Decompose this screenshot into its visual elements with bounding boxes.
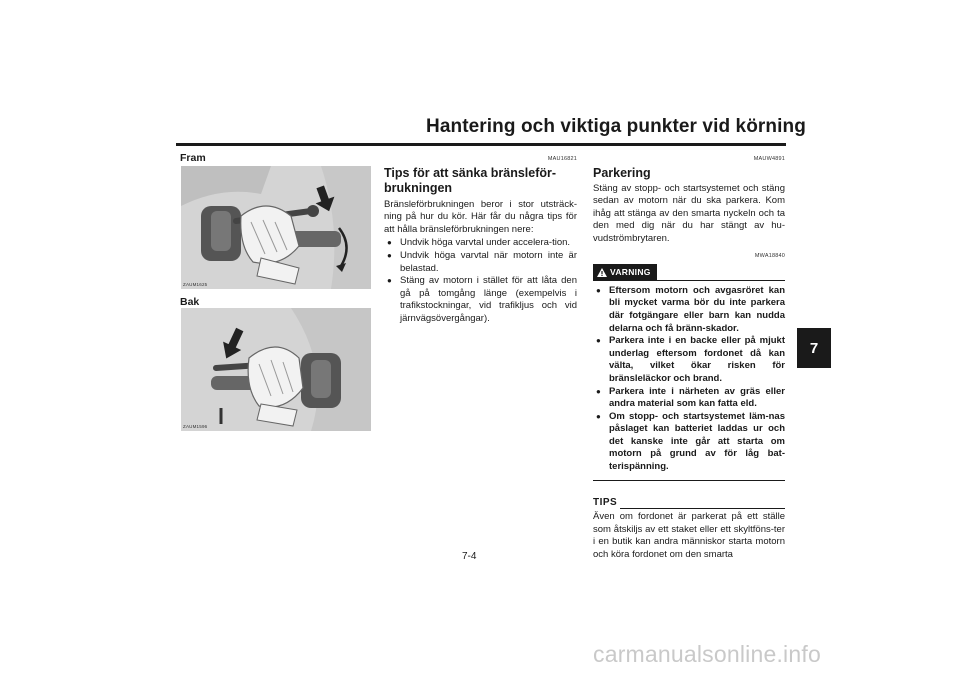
page-header-title: Hantering och viktiga punkter vid körning: [426, 116, 806, 137]
watermark: carmanualsonline.info: [593, 641, 821, 667]
rear-image-code: ZAUM1596: [183, 424, 208, 429]
fuel-tips-section: [384, 153, 577, 326]
fuel-tips-heading: Tips för att sänka bränsleför-brukningen: [384, 165, 557, 195]
header-rule: [176, 143, 786, 146]
warning-item: ● Eftersom motorn och avgasröret kan bli mycket varma bör du inte parkera där fotgängare eller barn kan nudda delarna och få bränn-skador.: [593, 285, 785, 335]
warning-label: VARNING: [610, 267, 651, 278]
chapter-tab: 7: [797, 328, 831, 368]
tips-text: Även om fordonet är parkerat på ett ställe som åtskiljs av ett staket eller ett skyltföns-ter i en butik kan andra människor starta motorn och köra fordonet om den smarta: [593, 511, 785, 561]
fuel-tip-item: ● Stäng av motorn i stället för att låta den gå på tomgång länge (exempelvis i trafikstockningar, vid trafikljus och vid järnvägsövergångar).: [384, 275, 577, 325]
fuel-tip-item: ● Undvik höga varvtal när motorn inte är belastad.: [384, 250, 577, 275]
front-label: Fram: [180, 152, 206, 164]
parking-code: MAUW4891: [753, 156, 785, 162]
warning-item: ● Om stopp- och startsystemet läm-nas påslaget kan batteriet laddas ur och det kanske inte går att starta om motorn på grund av för låg bat-terispänning.: [593, 411, 785, 474]
parking-heading: Parkering: [593, 165, 651, 180]
tips-rule: [620, 508, 785, 509]
rear-label: Bak: [180, 296, 200, 308]
fuel-tips-code: MAU16821: [547, 156, 577, 162]
warning-end-rule: [593, 480, 785, 481]
fuel-tip-item: ● Undvik höga varvtal under accelera-tion.: [384, 237, 577, 250]
warning-header: [593, 264, 785, 281]
parking-section: [593, 153, 785, 562]
warning-item: ● Parkera inte i närheten av gräs eller andra material som kan fatta eld.: [593, 386, 785, 411]
warning-list: [593, 285, 785, 474]
rear-brake-illustration: [181, 308, 371, 431]
front-image-code: ZAUM1625: [183, 282, 208, 287]
tips-header: [593, 497, 785, 510]
warning-item: ● Parkera inte i en backe eller på mjukt underlag eftersom fordonet då kan välta, vilket ökar risken för bränsleläckor och brand.: [593, 335, 785, 385]
warning-triangle-icon: [597, 268, 607, 277]
fuel-tips-intro: Bränsleförbrukningen beror i stor utsträck-ning på hur du kör. Här får du några tips för att hålla bränsleförbrukningen nere:: [384, 198, 577, 235]
fuel-tips-list: [384, 237, 577, 325]
warning-rule: [657, 280, 785, 281]
rear-brake-drawing: [181, 308, 371, 431]
warning-badge: [593, 264, 657, 281]
front-brake-illustration: [181, 166, 371, 289]
page-number: 7-4: [462, 551, 477, 562]
front-brake-drawing: [181, 166, 371, 289]
tips-label: TIPS: [593, 496, 618, 508]
parking-intro: Stäng av stopp- och startsystemet och stäng sedan av motorn när du ska parkera. Kom ihåg att stänga av den smarta nyckeln och ta den med dig när du har stängt av hu-vudströmbrytaren.: [593, 182, 785, 244]
warning-code: MWA18840: [754, 252, 785, 259]
